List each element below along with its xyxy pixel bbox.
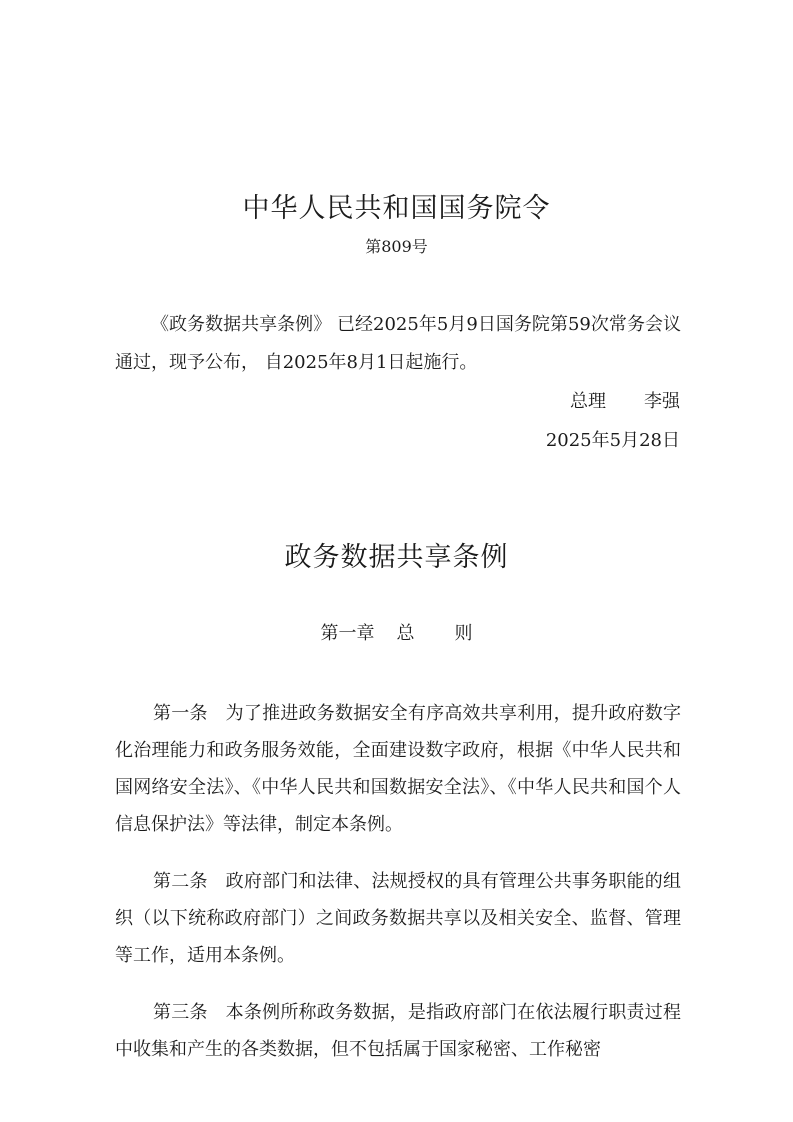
signer-title: 总理 (570, 391, 606, 412)
articles-list (115, 695, 681, 1088)
article-number: 第二条 (153, 871, 208, 892)
article-text: 本条例所称政务数据，是指政府部门在依法履行职责过程中收集和产生的各类数据，但不包括属于国家秘密、工作秘密 (115, 1002, 682, 1060)
order-title: 中华人民共和国国务院令 (242, 193, 551, 224)
article-2 (115, 863, 681, 974)
chapter-number: 第一章 (320, 623, 375, 644)
article-text: 政府部门和法律、法规授权的具有管理公共事务职能的组织（以下统称政府部门）之间政务数据共享以及相关安全、监督、管理等工作，适用本条例。 (115, 871, 682, 966)
chapter-heading (0, 619, 793, 645)
regulation-title: 政务数据共享条例 (284, 542, 509, 573)
signer-name: 李强 (644, 391, 680, 412)
article-text: 为了推进政务数据安全有序高效共享利用，提升政府数字化治理能力和政务服务效能，全面建设数字政府，根据《中华人民共和国网络安全法》、《中华人民共和国数据安全法》、《中华人民共和国个人信息保护法》等法律，制定本条例。 (115, 703, 682, 835)
article-number: 第一条 (153, 703, 208, 724)
article-number: 第三条 (153, 1002, 208, 1023)
order-number: 第809号 (365, 237, 428, 256)
promulgation-text: 《政务数据共享条例》 已经2025年5月9日国务院第59次常务会议通过，现予公布， 自2025年8月1日起施行。 (115, 314, 681, 373)
article-3 (115, 994, 681, 1068)
promulgation-date: 2025年5月28日 (545, 430, 680, 451)
signer-line (570, 388, 680, 416)
chapter-name-part1: 总 (396, 623, 415, 644)
chapter-name-part2: 则 (454, 623, 473, 644)
article-1 (115, 695, 681, 843)
